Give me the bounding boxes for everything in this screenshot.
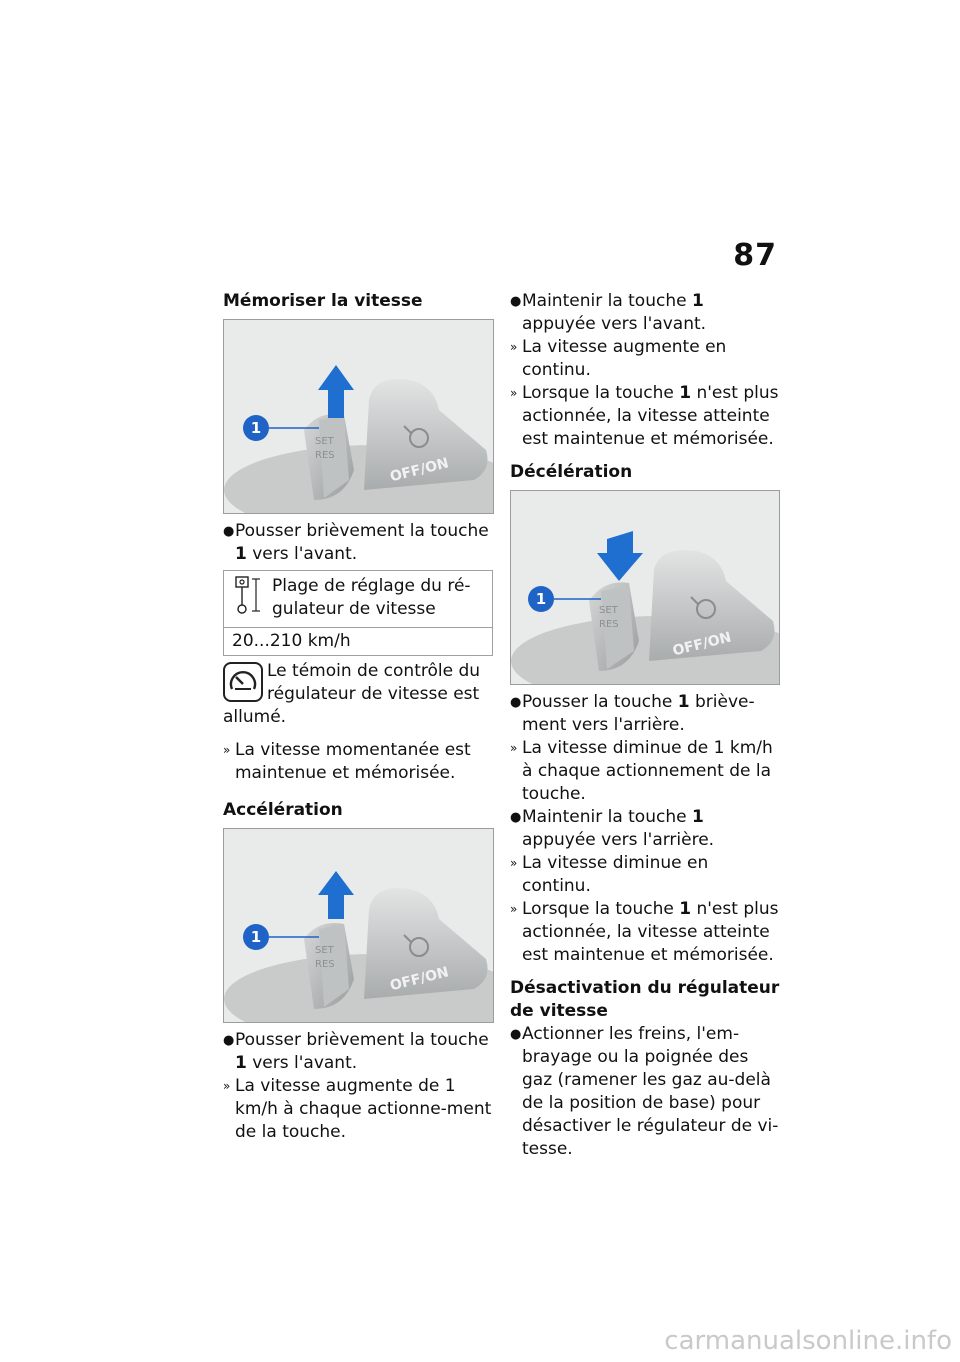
switch-illustration-backward [511, 491, 779, 684]
offon-label: OFF/ON [388, 455, 451, 486]
heading-deactivation: Désactivation du régulateur de vitesse [510, 978, 780, 1021]
page-number: 87 [733, 238, 777, 273]
figure-callout-1: 1 [250, 928, 262, 946]
list-item: » La vitesse augmente en continu. [510, 337, 727, 380]
left-column [223, 290, 495, 1144]
list-item: ● Actionner les freins, l'em-brayage ou la poignée des gaz (ramener les gaz au-delà de la position de base) pour désactiver le régulateur de vi-tesse. [510, 1024, 779, 1159]
list-item: ● Pousser la touche 1 briève-ment vers l'arrière. [510, 692, 755, 735]
list-item: » La vitesse diminue en continu. [510, 853, 709, 896]
bullet-icon: ● [510, 695, 522, 710]
switch-illustration-forward [224, 320, 493, 513]
figure-set-res-forward [223, 319, 494, 514]
indicator-note: Le témoin de contrôle du régulateur de vitesse est allumé. [223, 661, 481, 727]
bullet-icon: ● [510, 294, 522, 309]
figure-callout-1: 1 [535, 590, 547, 608]
bullet-icon: ● [510, 1027, 522, 1042]
result-arrow-icon: » [510, 340, 518, 354]
btn-label-res: RES [599, 619, 619, 630]
right-column [510, 290, 782, 1161]
spec-label: Plage de réglage du ré-gulateur de vitesse [272, 576, 471, 619]
heading-deceleration: Décélération [510, 462, 633, 482]
list-item: ● Maintenir la touche 1 appuyée vers l'avant. [510, 291, 707, 334]
btn-label-set: SET [315, 436, 334, 447]
watermark: carmanualsonline.info [664, 1326, 952, 1356]
result-arrow-icon: » [510, 741, 518, 755]
bullet-icon: ● [510, 810, 522, 825]
btn-label-set: SET [599, 605, 618, 616]
spec-value: 20...210 km/h [232, 631, 351, 651]
list-item: » La vitesse augmente de 1 km/h à chaque actionne-ment de la touche. [223, 1076, 492, 1142]
result-arrow-icon: » [510, 902, 518, 916]
bullet-icon: ● [223, 524, 235, 539]
result-arrow-icon: » [223, 743, 231, 757]
list-item: » Lorsque la touche 1 n'est plus actionnée, la vitesse atteinte est maintenue et mémorisée. [510, 383, 779, 449]
bullet-icon: ● [223, 1033, 235, 1048]
list-item: » La vitesse momentanée est maintenue et mémorisée. [223, 740, 471, 783]
figure-accel-forward [223, 828, 494, 1023]
list-item: ● Pousser brièvement la touche 1 vers l'avant. [223, 1030, 489, 1073]
result-arrow-icon: » [510, 386, 518, 400]
result-arrow-icon: » [223, 1079, 231, 1093]
cruise-control-indicator-icon [223, 662, 263, 702]
list-item: ● Pousser brièvement la touche 1 vers l'avant. [223, 521, 489, 564]
list-item: » Lorsque la touche 1 n'est plus actionnée, la vitesse atteinte est maintenue et mémorisée. [510, 899, 779, 965]
heading-memorize-speed: Mémoriser la vitesse [223, 291, 423, 311]
btn-label-set: SET [315, 945, 334, 956]
offon-label: OFF/ON [671, 629, 733, 660]
list-item: » La vitesse diminue de 1 km/h à chaque actionnement de la touche. [510, 738, 773, 804]
list-item: ● Maintenir la touche 1 appuyée vers l'arrière. [510, 807, 715, 850]
switch-illustration-accel [224, 829, 493, 1022]
result-arrow-icon: » [510, 856, 518, 870]
spec-table [223, 570, 493, 656]
heading-acceleration: Accélération [223, 800, 343, 820]
adjustment-range-icon [224, 575, 272, 621]
offon-label: OFF/ON [388, 964, 451, 995]
figure-callout-1: 1 [250, 419, 262, 437]
figure-set-res-backward [510, 490, 780, 685]
btn-label-res: RES [315, 450, 335, 461]
btn-label-res: RES [315, 959, 335, 970]
